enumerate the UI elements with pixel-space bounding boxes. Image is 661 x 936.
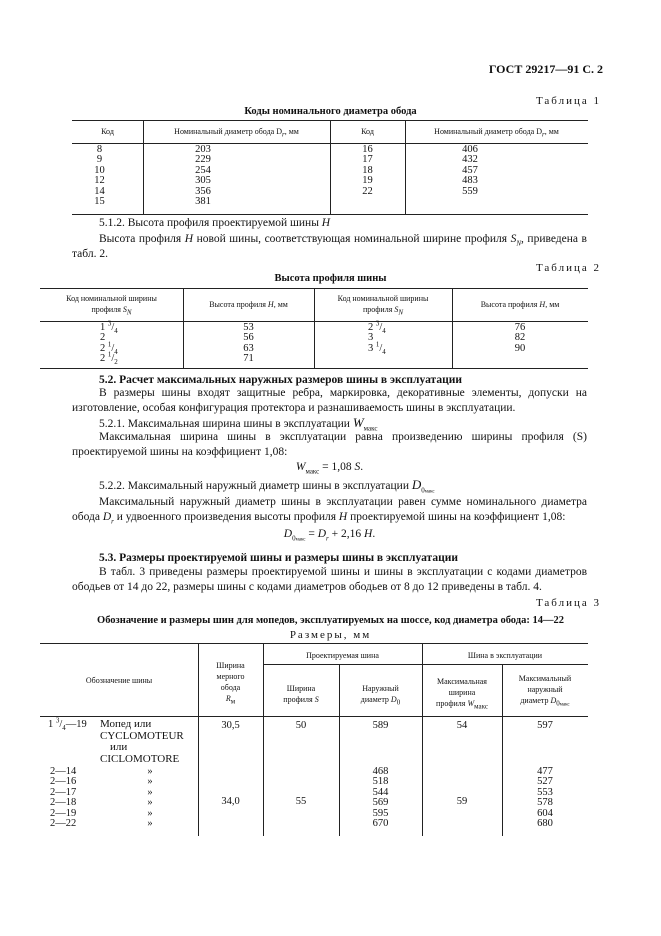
table3-group-service: Шина в эксплуатации: [467, 651, 543, 660]
section-5-2-1-title: 5.2.1. Максимальная ширина шины в эксплуатации $W_{макс}$: [99, 415, 378, 433]
table3-group-rim: 34,0: [221, 796, 240, 807]
table3-header-rule: [40, 716, 588, 717]
table-cell: 76: [514, 322, 526, 333]
table2-title: Высота профиля шины: [274, 273, 387, 284]
section-5-2-2-title: 5.2.2. Максимальный наружный диаметр шины в эксплуатации $D_{0макс}$: [99, 477, 435, 495]
table-cell: 595: [372, 807, 389, 819]
table-cell: 18: [362, 164, 373, 176]
table-cell: 597: [537, 720, 553, 731]
table-cell: 2 $^1/_4$: [100, 340, 118, 356]
table-cell: 15: [94, 196, 105, 208]
table-cell: »: [147, 797, 153, 809]
table-cell: 2—17: [50, 786, 77, 798]
table3-divider: [263, 643, 264, 836]
table-cell: 19: [362, 175, 373, 187]
table-cell: 71: [243, 353, 254, 365]
table-cell: 544: [372, 786, 389, 798]
table-cell: 3 $^1/_4$: [368, 340, 386, 356]
table2-label: Таблица 2: [535, 262, 601, 274]
section-5-1-2-text: Высота профиля H новой шины, соответствующая номинальной ширине профиля $S_N$, приведена в табл. 2.: [72, 233, 587, 260]
table3-title: Обозначение и размеры шин для мопедов, эксплуатируемых на шоссе, код диаметра обода: 14—22: [97, 615, 564, 626]
table-cell: 2 $^1/_2$: [100, 350, 118, 367]
formula-max-diameter: $D_{0макс} = D_r + 2,16$ H.: [283, 528, 376, 543]
section-5-3-text: В табл. 3 приведены размеры проектируемой шины и шины в эксплуатации с кодами диаметров ободьев от 14 до 22, размеры шины с кодами диаметров ободьев от 8 до 12 приведены в табл. 4.: [72, 566, 587, 593]
table-cell: 406: [462, 144, 478, 155]
table-cell: 16: [362, 144, 373, 155]
table-cell: »: [147, 766, 153, 777]
table-cell: »: [147, 786, 153, 798]
table3-group-rule: [263, 664, 588, 665]
table-cell: »: [147, 818, 153, 830]
table1-title: Коды номинального диаметра обода: [244, 106, 417, 117]
table-cell: 56: [243, 332, 254, 344]
table3-max-diameters: [502, 767, 588, 829]
table1-label: Таблица 1: [535, 95, 601, 107]
table-cell: 229: [195, 154, 211, 166]
table3-outer-diameters: [339, 767, 422, 829]
table-cell: 518: [372, 776, 389, 788]
table-cell: 2—19: [50, 807, 77, 819]
table-cell: 30,5: [221, 720, 240, 731]
table-cell: 305: [195, 175, 211, 187]
table1-diams-right: [405, 145, 535, 197]
table2-col-width: Код номинальной ширины профиля $S_N$: [337, 294, 429, 317]
table3-ditto-marks: [138, 767, 162, 829]
table-cell: 2—16: [50, 776, 77, 788]
table3-codes: [50, 767, 110, 829]
table2-widths-right: [368, 319, 428, 356]
table-cell: 2—18: [50, 797, 77, 809]
table3-first-name: Мопед или CYCLOMOTEUR или CICLOMOTORE: [100, 718, 184, 765]
table-cell: 680: [537, 818, 553, 830]
table-cell: 483: [462, 175, 478, 187]
table3-group-design: Проектируемая шина: [306, 651, 379, 660]
table2-col-width: Код номинальной ширины профиля $S_N$: [66, 294, 157, 317]
table-cell: 14: [94, 185, 105, 197]
table-cell: 90: [514, 342, 526, 354]
formula-max-width: $W_{макс} = 1,08$ S.: [295, 461, 364, 476]
page-header: ГОСТ 29217—91 С. 2: [488, 62, 603, 76]
table-cell: 604: [537, 807, 553, 819]
table-cell: 22: [362, 185, 373, 197]
table3-col-max-width: Максимальная ширина профиля $W_{макс}$: [436, 677, 488, 711]
table3-group-width: 55: [295, 796, 307, 807]
table1-codes-right: [330, 145, 405, 197]
table3-units: Размеры, мм: [289, 629, 372, 641]
table3-label: Таблица 3: [535, 597, 601, 609]
table-cell: 589: [372, 720, 389, 731]
table1-col-diameter: Номинальный диаметр обода $D_r$, мм: [174, 127, 299, 139]
table-cell: 356: [195, 185, 211, 197]
section-5-2-text: В размеры шины входят защитные ребра, маркировка, декоративные элементы, допуски на изготовление, особая конфигурация протектора и разнашиваемость шины в эксплуатации.: [72, 387, 587, 414]
section-5-2-title: 5.2. Расчет максимальных наружных размеров шины в эксплуатации: [99, 374, 462, 386]
table-cell: 2—14: [50, 766, 77, 777]
table1-col-diameter: Номинальный диаметр обода $D_r$, мм: [434, 127, 559, 139]
table3-col-rim: Ширина мерного обода $R_м$: [216, 661, 245, 706]
table-cell: 53: [243, 322, 254, 333]
table3-col-name: Обозначение шины: [85, 676, 153, 685]
table-cell: 381: [195, 196, 211, 208]
table-cell: 203: [195, 144, 211, 155]
table1-col-code: Код: [101, 127, 114, 136]
section-5-1-2-title: 5.1.2. Высота профиля проектируемой шины H: [99, 217, 331, 229]
table-cell: 9: [96, 154, 103, 166]
table-cell: 254: [195, 164, 211, 176]
table1-diams-left: [143, 145, 263, 207]
table1-codes-left: [72, 145, 127, 207]
table-cell: 569: [372, 797, 389, 809]
table-cell: 50: [295, 720, 307, 731]
table-cell: 12: [94, 175, 105, 187]
table2-heights-left: [183, 323, 314, 365]
table3-divider: [422, 643, 423, 836]
table-cell: »: [147, 807, 153, 819]
table-cell: 578: [537, 797, 553, 809]
table1-col-code: Код: [361, 127, 374, 136]
table-cell: 468: [372, 766, 389, 777]
table-cell: 527: [537, 776, 553, 788]
table-cell: 2 $^3/_4$: [368, 319, 386, 336]
table3-group-max-width: 59: [456, 796, 468, 807]
table2-col-height: Высота профиля H, мм: [480, 300, 560, 309]
table-cell: 670: [372, 818, 389, 830]
table-cell: »: [147, 776, 153, 788]
table2-col-height: Высота профиля H, мм: [209, 300, 288, 309]
table-cell: 3: [368, 332, 374, 344]
table-cell: 2: [100, 332, 106, 344]
table-cell: 82: [514, 332, 526, 344]
table2-widths-left: [100, 319, 160, 367]
table2-bottom-rule: [40, 368, 588, 369]
section-5-2-2-text: Максимальный наружный диаметр шины в эксплуатации равен сумме номинального диаметра обода $D_r$ и удвоенного произведения высоты профиля H проектируемой шины на коэффициент 1,08:: [72, 496, 587, 526]
table-cell: 1 $^3/_4$: [100, 319, 118, 336]
table3-first-code: 1 $^3/_4—19$: [48, 716, 87, 733]
table-cell: 54: [456, 720, 468, 731]
table3-top-rule: [40, 643, 588, 644]
table3-col-max-diameter: Максимальный наружный диаметр $D_{0макс}$: [518, 674, 572, 708]
table3-col-width: Ширина профиля S: [283, 684, 319, 704]
table-cell: 553: [537, 786, 553, 798]
table2-heights-right: [452, 323, 588, 354]
table-cell: 457: [462, 164, 478, 176]
table-cell: 17: [362, 154, 373, 166]
section-5-2-1-text: Максимальная ширина шины в эксплуатации равна произведению ширины профиля (S) проектируемой шины на коэффициент 1,08:: [72, 431, 587, 458]
table-cell: 8: [96, 144, 103, 155]
table3-col-outer: Наружный диаметр $D_0$: [360, 684, 401, 707]
section-5-3-title: 5.3. Размеры проектируемой шины и размеры шины в эксплуатации: [99, 552, 458, 564]
table-cell: 477: [537, 766, 553, 777]
table-cell: 2—22: [50, 818, 77, 830]
table-cell: 63: [243, 342, 254, 354]
table-cell: 10: [94, 164, 105, 176]
table-cell: 432: [462, 154, 478, 166]
table-cell: 559: [462, 185, 478, 197]
table1-bottom-rule: [72, 214, 588, 215]
